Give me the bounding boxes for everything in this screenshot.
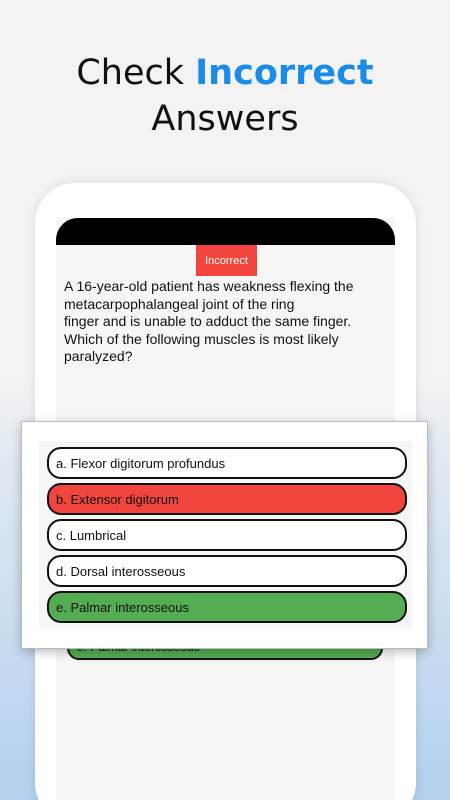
headline-plain-text: Check [76, 53, 196, 93]
headline-line-1 [0, 50, 450, 96]
status-bar [56, 218, 395, 245]
answers-list [39, 441, 412, 629]
option-c[interactable]: c. Lumbrical [47, 519, 407, 551]
question-text: A 16-year-old patient has weakness flexing the metacarpophalangeal joint of the ring finger and is unable to adduct the same finger. Which of the following muscles is most likely paralyzed? [64, 278, 354, 364]
option-d[interactable]: d. Dorsal interosseous [47, 555, 407, 587]
option-a[interactable]: a. Flexor digitorum profundus [47, 447, 407, 479]
promo-headline [0, 50, 450, 142]
option-b[interactable]: b. Extensor digitorum [47, 483, 407, 515]
headline-accent-text: Incorrect [195, 53, 374, 93]
result-badge: Incorrect [196, 245, 257, 276]
headline-line-2: Answers [151, 99, 299, 139]
option-e[interactable]: e. Palmar interosseous [47, 591, 407, 623]
answers-card [21, 421, 428, 649]
